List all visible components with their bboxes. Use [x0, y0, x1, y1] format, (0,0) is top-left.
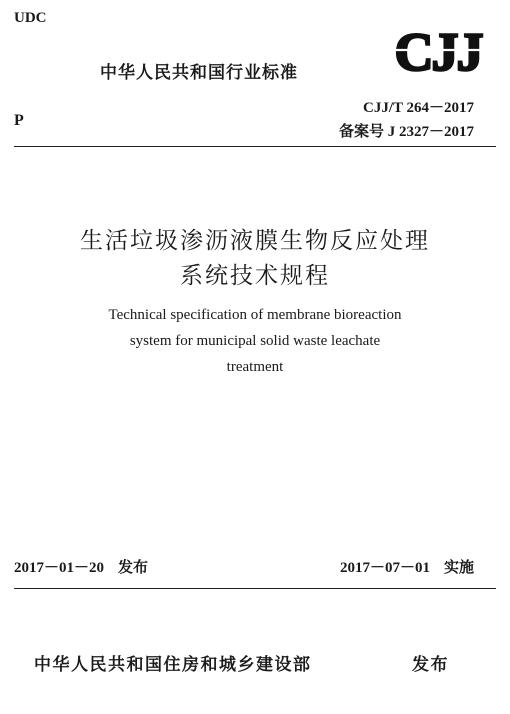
title-english-line-3: treatment — [226, 359, 284, 375]
issue-date-block — [14, 556, 148, 577]
issue-date-label: 发布 — [118, 558, 149, 576]
cjj-logo — [376, 24, 500, 78]
cjj-logo-text: CJJ — [394, 24, 482, 78]
implement-date-label: 实施 — [443, 558, 474, 576]
standard-code: CJJ/T 264－2017 — [363, 100, 474, 116]
implement-date: 2017－07－01 — [339, 560, 430, 576]
category-letter: P — [14, 112, 24, 129]
title-english-line-1: Technical specification of membrane bioreaction — [108, 307, 402, 323]
ministry-issue-label: 发布 — [412, 655, 449, 675]
title-chinese-line-1: 生活垃圾渗沥液膜生物反应处理 — [80, 228, 430, 254]
bottom-divider — [14, 588, 496, 589]
udc-label: UDC — [14, 10, 47, 26]
record-number: 备案号 J 2327－2017 — [338, 124, 474, 140]
implement-date-block — [340, 556, 474, 577]
title-english-line-2: system for municipal solid waste leachate — [129, 333, 381, 349]
issue-date: 2017－01－20 — [14, 560, 105, 576]
ministry-name: 中华人民共和国住房和城乡建设部 — [34, 655, 312, 675]
title-chinese-line-2: 系统技术规程 — [180, 263, 330, 289]
industry-standard-heading: 中华人民共和国行业标准 — [100, 63, 298, 83]
top-divider — [14, 146, 496, 147]
